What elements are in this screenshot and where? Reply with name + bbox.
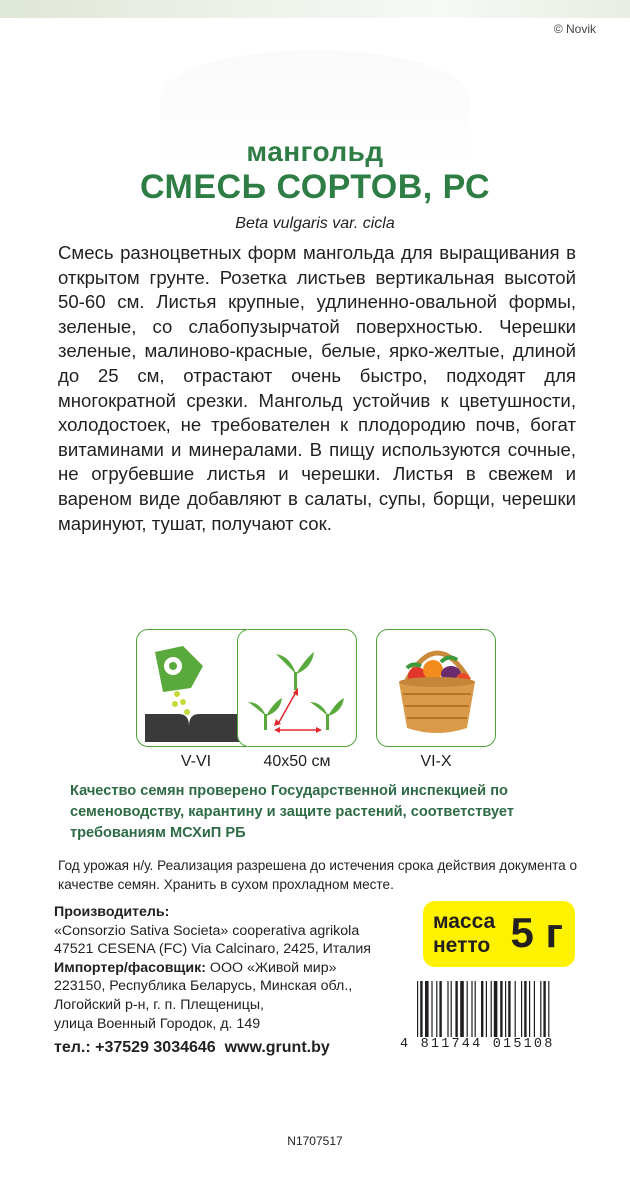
harvest-icon-box — [376, 629, 496, 747]
product-code: N1707517 — [287, 1134, 343, 1148]
barcode-bar — [505, 981, 506, 1037]
barcode-bar — [521, 981, 522, 1037]
latin-name: Beta vulgaris var. cicla — [235, 215, 395, 232]
barcode-bar — [540, 981, 541, 1037]
barcode-bar — [494, 981, 498, 1037]
barcode-bar — [420, 981, 422, 1037]
storage-note: Год урожая н/у. Реализация разрешена до истечения срока действия документа о качестве семян. Хранить в сухом прохладном месте. — [58, 858, 578, 892]
spacing-icon — [238, 630, 358, 748]
barcode-bar — [543, 981, 545, 1037]
importer-address-1: 223150, Республика Беларусь, Минская обл., — [54, 978, 353, 995]
barcode — [413, 981, 603, 1043]
copyright: © Novik — [553, 22, 596, 36]
barcode-bar — [439, 981, 441, 1037]
net-weight-badge — [423, 901, 575, 967]
barcode-bar — [491, 981, 492, 1037]
harvest-basket-icon — [377, 630, 497, 748]
barcode-bar — [486, 981, 487, 1037]
barcode-bar — [500, 981, 502, 1037]
net-weight-label-line1: масса — [433, 910, 496, 933]
manufacturer-name: «Consorzio Sativa Societa» cooperativa agrikola — [54, 922, 360, 939]
manufacturer-heading: Производитель: — [54, 904, 170, 920]
description: Смесь разноцветных форм мангольда для выращивания в открытом грунте. Розетка листьев вертикальная высотой 50-60 см. Листья крупные, удлиненно-овальной формы, зеленые, со слабопузырчатой поверхностью. Черешки зеленые, малиново-красные, белые, ярко-желтые, длиной до 25 см, отрастают очень быстро, подходят для многократной срезки. Мангольд устойчив к цветушности, холодостоек, не требователен к плодородию почв, богат витаминами и минералами. В пищу используются сочные, не огрубевшие листья и черешки. Листья в свежем и вареном виде добавляют в салаты, супы, борщи, черешки маринуют, тушат, получают сок. — [58, 242, 576, 534]
barcode-bar — [481, 981, 483, 1037]
spacing-icon-box — [237, 629, 357, 747]
top-decorative-strip — [0, 0, 630, 18]
barcode-bar — [417, 981, 418, 1037]
net-weight-value: 5 г — [510, 909, 563, 956]
importer-name: ООО «Живой мир» — [205, 959, 337, 976]
manufacturer-block — [54, 903, 414, 1033]
barcode-bar — [471, 981, 472, 1037]
sowing-label: V-VI — [180, 753, 212, 770]
barcode-bar — [475, 981, 476, 1037]
crop-name: мангольд — [246, 136, 384, 167]
barcode-bar — [515, 981, 516, 1037]
spacing-label: 40х50 см — [263, 753, 331, 770]
barcode-bar — [425, 981, 429, 1037]
manufacturer-address: 47521 CESENA (FC) Via Calcinaro, 2425, Италия — [54, 941, 371, 958]
barcode-bar — [534, 981, 535, 1037]
barcode-bar — [524, 981, 526, 1037]
barcode-bar — [455, 981, 457, 1037]
contacts: тел.: +37529 3034646 www.grunt.by — [54, 1039, 330, 1056]
barcode-bar — [431, 981, 432, 1037]
quality-statement: Качество семян проверено Государственной инспекцией по семеноводству, карантину и защите растений, соответствует требованиям МСХиП РБ — [70, 783, 514, 841]
barcode-bar — [460, 981, 464, 1037]
variety-name: СМЕСЬ СОРТОВ, РС — [139, 168, 491, 206]
barcode-bar — [508, 981, 510, 1037]
barcode-bar — [436, 981, 437, 1037]
net-weight-label — [433, 910, 495, 958]
barcode-bar — [548, 981, 549, 1037]
barcode-bar — [451, 981, 452, 1037]
net-weight-label-line2: нетто — [433, 934, 491, 957]
barcode-bar — [467, 981, 468, 1037]
importer-address-3: улица Военный Городок, д. 149 — [54, 1015, 261, 1032]
barcode-number: 4 811744 015108 — [400, 1037, 555, 1052]
importer-heading: Импортер/фасовщик: — [54, 959, 206, 976]
barcode-bar — [529, 981, 530, 1037]
harvest-label: VI-X — [420, 753, 452, 770]
barcode-bar — [447, 981, 448, 1037]
importer-address-2: Логойский р-н, г. п. Плещеницы, — [54, 996, 264, 1013]
